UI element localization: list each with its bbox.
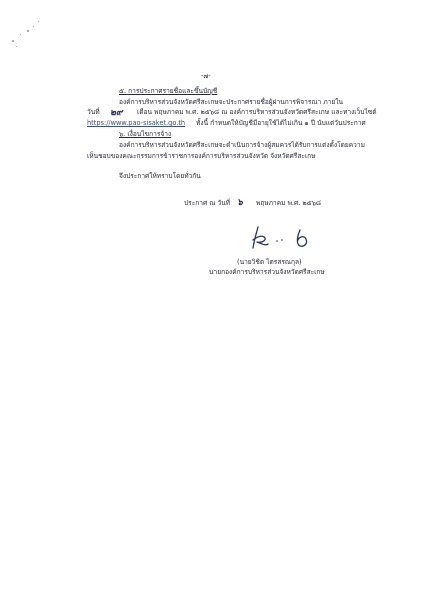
announce-suffix: พฤษภาคม พ.ศ. ๒๕๖๘ [256, 199, 322, 207]
signer-name: (นายวิชิต ไตรสรณกุล) [237, 258, 302, 266]
scan-speck [33, 26, 34, 27]
signature [250, 222, 320, 252]
scan-speck [12, 40, 14, 42]
scan-speck [27, 30, 29, 32]
section5-line2: เดือน พฤษภาคม พ.ศ. ๒๕๖๘ ณ องค์การบริหารส่วนจังหวัดศรีสะเกษ และทางเว็บไซต์ [137, 108, 377, 116]
section6-line1: องค์การบริหารส่วนจังหวัดศรีสะเกษจะดำเนินการจ้างผู้สมควรได้รับการแต่งตั้งโดยความ [119, 141, 365, 149]
page-number: -๗- [201, 72, 211, 80]
section5-line1: องค์การบริหารส่วนจังหวัดศรีสะเกษจะประกาศรายชื่อผู้ผ่านการพิจารณา ภายใน [119, 98, 343, 106]
section5-line2-prefix: วันที่ [87, 108, 100, 116]
section5-handwritten-day: ๒๙ [110, 108, 123, 118]
announce-prefix: ประกาศ ณ วันที่ [184, 199, 231, 207]
section5-heading: ๕. การประกาศรายชื่อและขึ้นบัญชี [119, 87, 218, 95]
website-link[interactable]: https://www.pao-sisaket.go.th [87, 119, 186, 127]
closing-statement: จึงประกาศให้ทราบโดยทั่วกัน [119, 172, 201, 180]
announce-handwritten-day: ๖ [237, 198, 243, 208]
scan-speck [16, 46, 17, 47]
section6-line2: เห็นชอบของคณะกรรมการข้าราชการองค์การบริหารส่วนจังหวัด จังหวัดศรีสะเกษ [87, 152, 316, 160]
scan-speck [20, 34, 21, 35]
section5-line3: ทั้งนี้ กำหนดให้บัญชีมีอายุใช้ได้ไม่เกิน ๑ ปี นับแต่วันประกาศ [196, 119, 366, 127]
section6-heading: ๖. เงื่อนไขการจ้าง [119, 130, 172, 138]
signer-title: นายกองค์การบริหารส่วนจังหวัดศรีสะเกษ [209, 268, 325, 276]
scan-speck [38, 21, 39, 22]
